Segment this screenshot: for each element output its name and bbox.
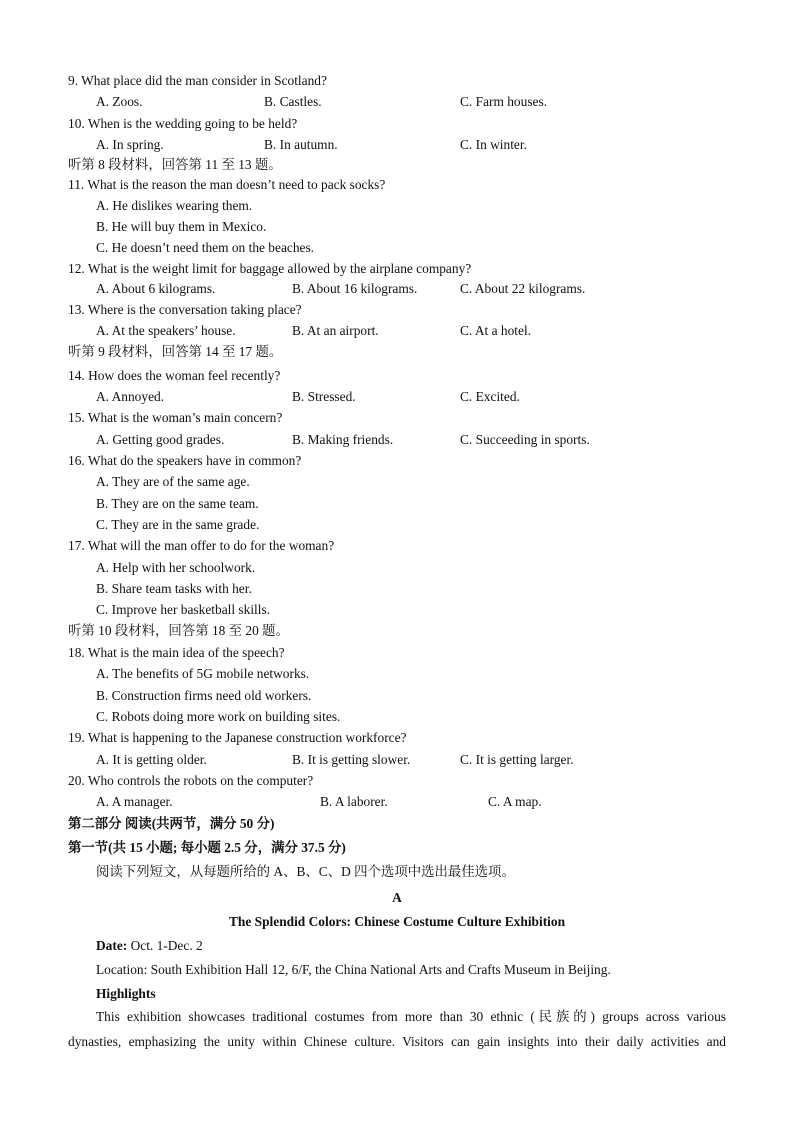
question-12-option-a: A. About 6 kilograms. [96,281,216,296]
date-label: Date: [96,938,128,953]
question-17-stem: 17. What will the man offer to do for the woman? [68,538,335,553]
question-16-stem: 16. What do the speakers have in common? [68,453,302,468]
reading-instruction: 阅读下列短文，从每题所给的 A、B、C、D 四个选项中选出最佳选项。 [96,864,515,879]
question-20-option-a: A. A manager. [96,794,173,809]
question-18-option-a: A. The benefits of 5G mobile networks. [96,666,310,681]
date-line [96,937,203,955]
question-13-stem: 13. Where is the conversation taking place? [68,302,302,317]
question-9-stem: 9. What place did the man consider in Scotland? [68,73,327,88]
section-8-heading: 听第 8 段材料，回答第 11 至 13 题。 [68,157,282,172]
question-9-option-b: B. Castles. [264,94,322,109]
question-12-option-c: C. About 22 kilograms. [460,281,586,296]
question-11-stem: 11. What is the reason the man doesn’t need to pack socks? [68,177,386,192]
question-15-stem: 15. What is the woman’s main concern? [68,410,283,425]
question-17-option-b: B. Share team tasks with her. [96,581,252,596]
question-19-option-a: A. It is getting older. [96,752,207,767]
question-17-option-a: A. Help with her schoolwork. [96,560,256,575]
question-20-stem: 20. Who controls the robots on the computer? [68,773,314,788]
question-15-option-b: B. Making friends. [292,432,394,447]
question-19-option-b: B. It is getting slower. [292,752,411,767]
question-13-option-c: C. At a hotel. [460,323,532,338]
question-11-option-a: A. He dislikes wearing them. [96,198,253,213]
question-20-option-c: C. A map. [488,794,542,809]
question-20-option-b: B. A laborer. [320,794,388,809]
question-16-option-c: C. They are in the same grade. [96,517,260,532]
highlights-heading: Highlights [96,986,156,1001]
location-line: Location: South Exhibition Hall 12, 6/F, the China National Arts and Crafts Museum in Beijing. [96,962,611,977]
question-10-stem: 10. When is the wedding going to be held? [68,116,298,131]
date-value: Oct. 1-Dec. 2 [127,938,203,953]
passage-title: The Splendid Colors: Chinese Costume Culture Exhibition [228,914,566,929]
question-18-option-c: C. Robots doing more work on building sites. [96,709,341,724]
question-9-option-a: A. Zoos. [96,94,143,109]
question-16-option-a: A. They are of the same age. [96,474,250,489]
question-19-option-c: C. It is getting larger. [460,752,574,767]
question-9-option-c: C. Farm houses. [460,94,548,109]
question-14-option-c: C. Excited. [460,389,520,404]
question-10-option-b: B. In autumn. [264,137,338,152]
question-13-option-b: B. At an airport. [292,323,379,338]
question-12-option-b: B. About 16 kilograms. [292,281,418,296]
section-10-heading: 听第 10 段材料，回答第 18 至 20 题。 [68,623,289,638]
part-2-heading: 第二部分 阅读(共两节，满分 50 分) [68,816,275,831]
question-11-option-c: C. He doesn’t need them on the beaches. [96,240,315,255]
question-17-option-c: C. Improve her basketball skills. [96,602,271,617]
section-1-heading: 第一节(共 15 小题; 每小题 2.5 分，满分 37.5 分) [68,840,346,855]
question-18-stem: 18. What is the main idea of the speech? [68,645,285,660]
question-10-option-c: C. In winter. [460,137,527,152]
paragraph-line-2: dynasties, emphasizing the unity within Chinese culture. Visitors can gain insights into their daily activities and [68,1034,726,1049]
question-13-option-a: A. At the speakers’ house. [96,323,236,338]
passage-letter: A [392,890,402,905]
question-15-option-c: C. Succeeding in sports. [460,432,590,447]
question-12-stem: 12. What is the weight limit for baggage allowed by the airplane company? [68,261,472,276]
question-19-stem: 19. What is happening to the Japanese construction workforce? [68,730,407,745]
question-14-option-b: B. Stressed. [292,389,356,404]
question-16-option-b: B. They are on the same team. [96,496,259,511]
paragraph-line-1: This exhibition showcases traditional costumes from more than 30 ethnic (民族的) groups across various [96,1009,726,1024]
question-14-stem: 14. How does the woman feel recently? [68,368,281,383]
question-18-option-b: B. Construction firms need old workers. [96,688,312,703]
question-14-option-a: A. Annoyed. [96,389,165,404]
question-15-option-a: A. Getting good grades. [96,432,225,447]
question-10-option-a: A. In spring. [96,137,164,152]
question-11-option-b: B. He will buy them in Mexico. [96,219,267,234]
section-9-heading: 听第 9 段材料，回答第 14 至 17 题。 [68,344,283,359]
